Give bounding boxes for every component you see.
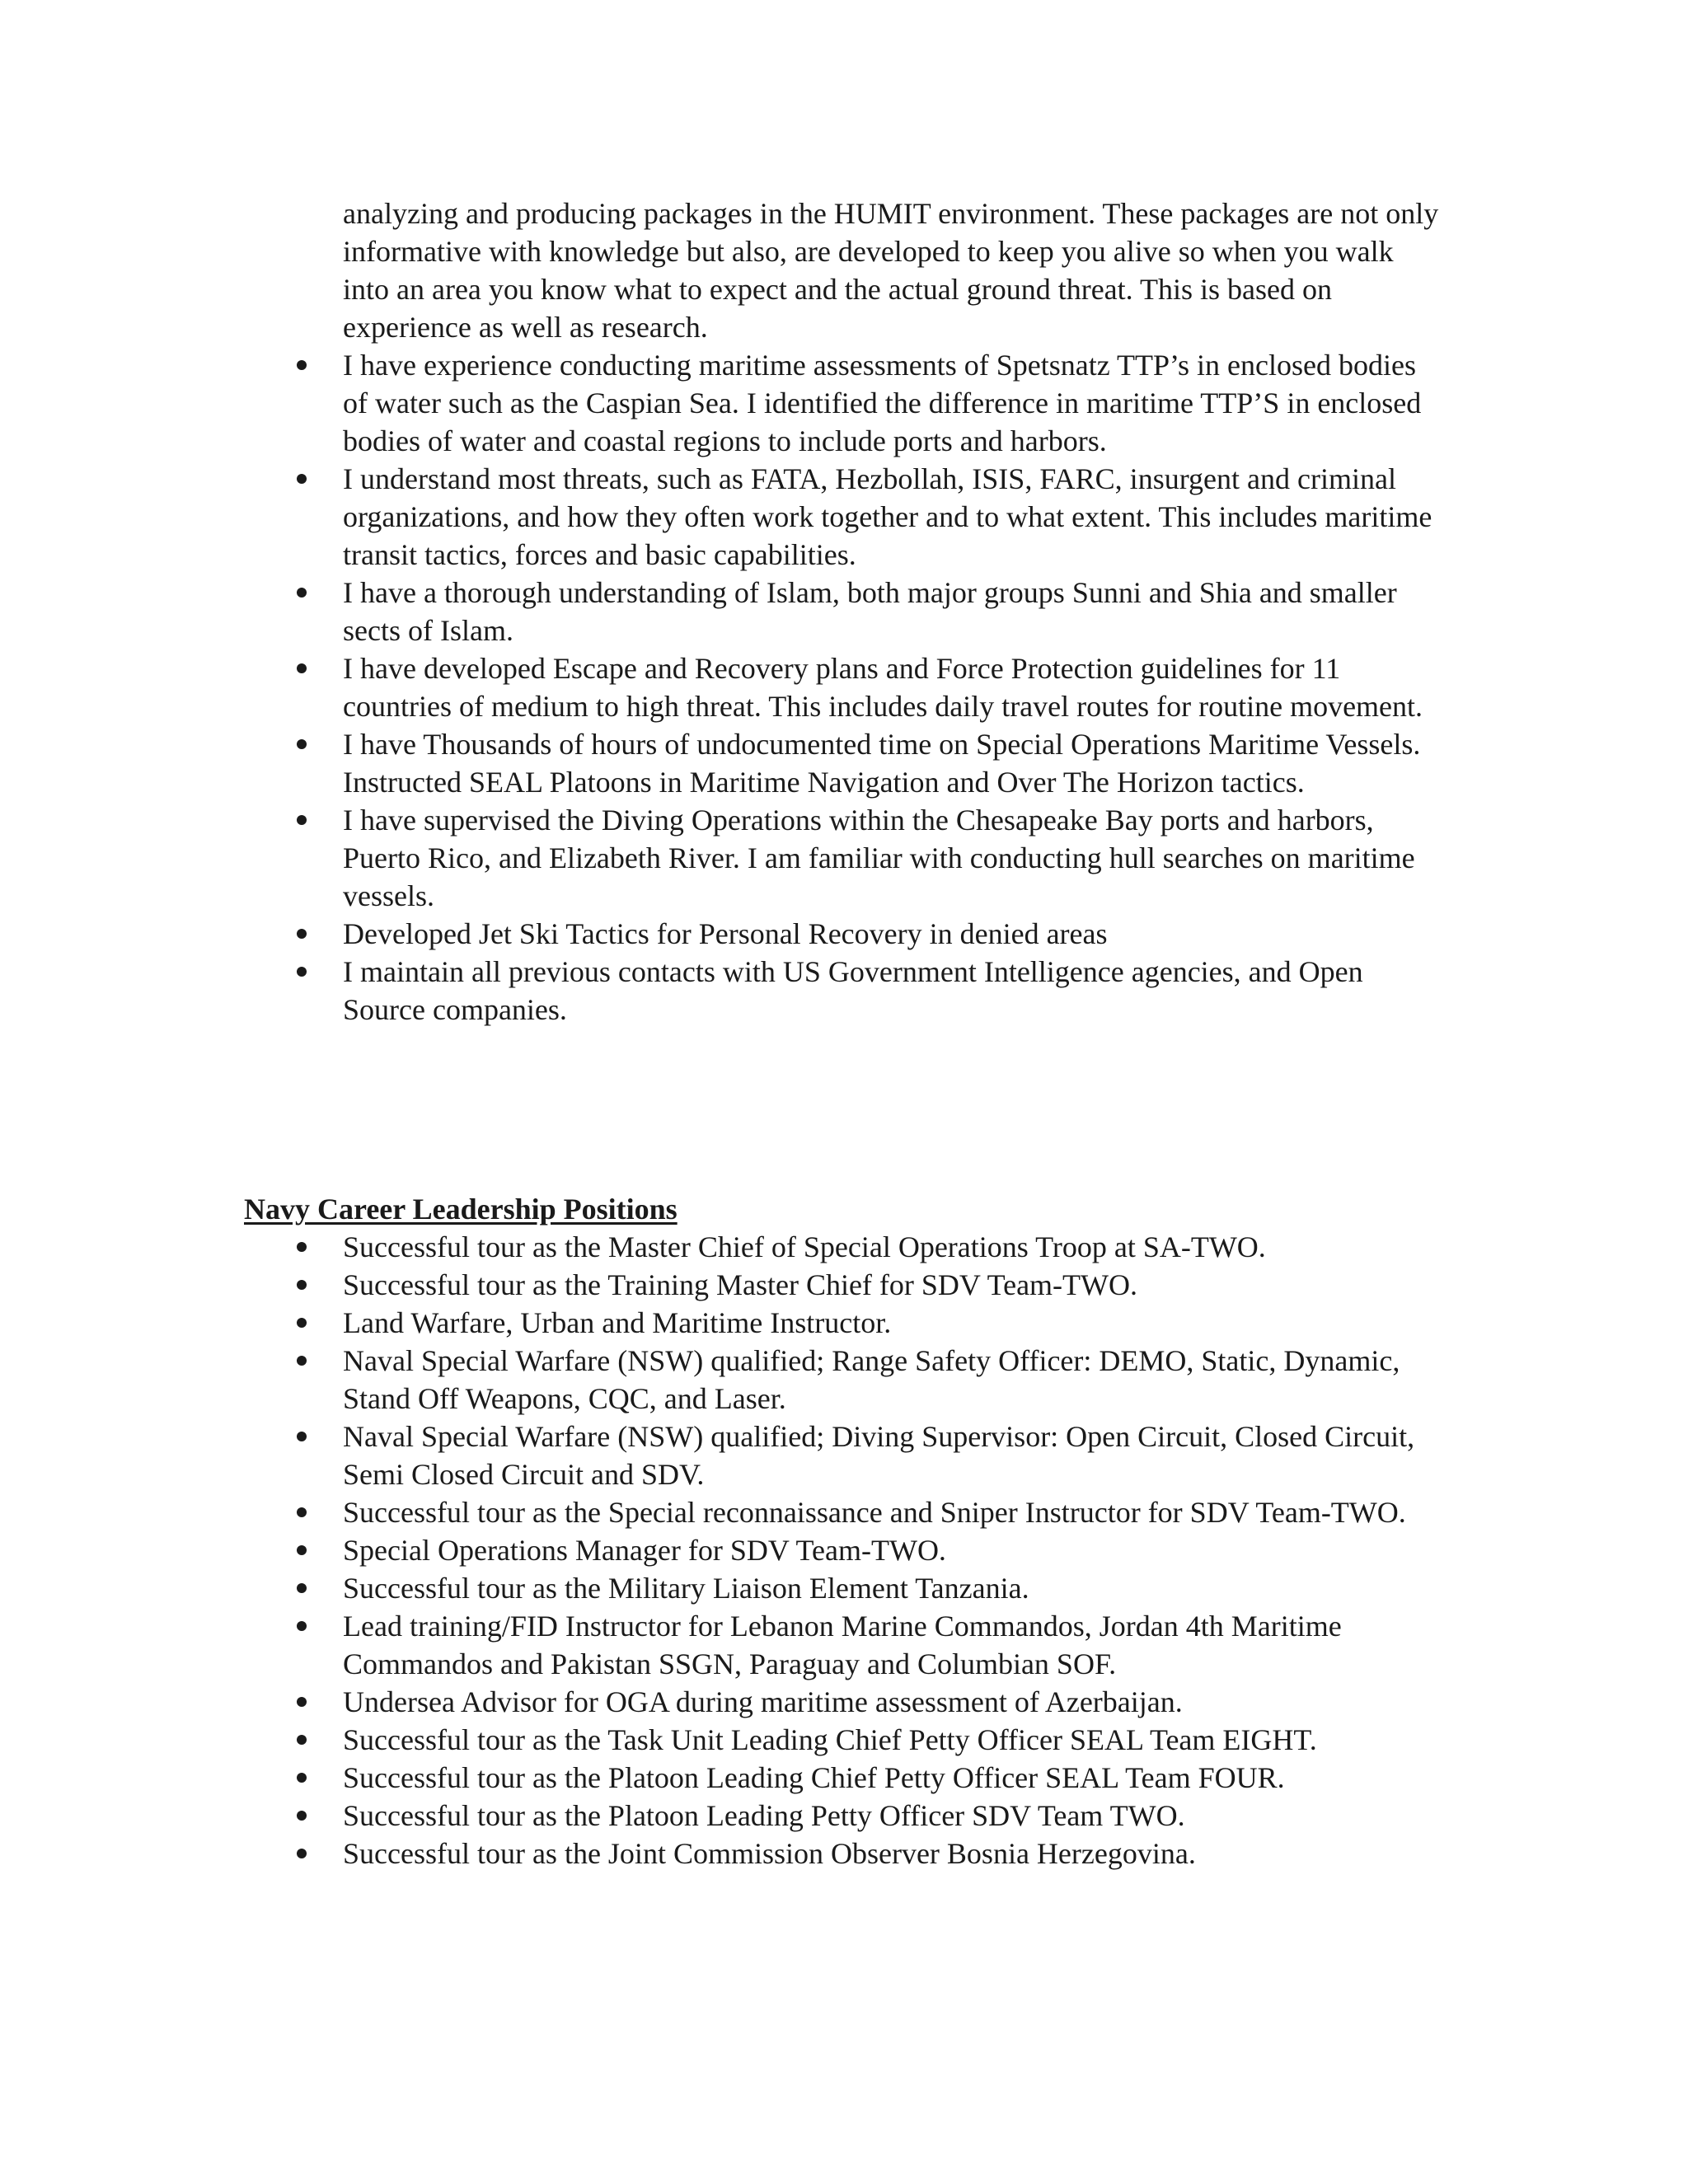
list-item: I have a thorough understanding of Islam, both major groups Sunni and Shia and smaller sects of Islam. <box>343 574 1439 649</box>
list-item: Land Warfare, Urban and Maritime Instructor. <box>343 1304 1439 1342</box>
bullet-icon <box>297 725 308 737</box>
list-item: I have developed Escape and Recovery plans and Force Protection guidelines for 11 countries of medium to high threat. This includes daily travel routes for routine movement. <box>343 649 1439 725</box>
bullet-icon <box>297 801 308 813</box>
list-item: I have experience conducting maritime assessments of Spetsnatz TTP’s in enclosed bodies of water such as the Caspian Sea. I identified the difference in maritime TTP’S in enclosed bodies of water and coastal regions to include ports and harbors. <box>343 346 1439 460</box>
leadership-list <box>343 1228 1439 1872</box>
list-item: Successful tour as the Training Master Chief for SDV Team-TWO. <box>343 1266 1439 1304</box>
bullet-icon <box>297 915 308 926</box>
bullet-icon <box>297 1569 308 1581</box>
bullet-icon <box>297 1493 308 1505</box>
bullet-icon <box>297 574 308 585</box>
list-item: Undersea Advisor for OGA during maritime assessment of Azerbaijan. <box>343 1683 1439 1721</box>
list-item: Developed Jet Ski Tactics for Personal Recovery in denied areas <box>343 915 1439 953</box>
section-heading: Navy Career Leadership Positions <box>244 1193 678 1226</box>
list-item: I have Thousands of hours of undocumented time on Special Operations Maritime Vessels. Instructed SEAL Platoons in Maritime Navigation and Over The Horizon tactics. <box>343 725 1439 801</box>
list-item: Successful tour as the Platoon Leading Chief Petty Officer SEAL Team FOUR. <box>343 1759 1439 1797</box>
bullet-icon <box>297 1797 308 1808</box>
list-item: I understand most threats, such as FATA, Hezbollah, ISIS, FARC, insurgent and criminal organizations, and how they often work together and to what extent. This includes maritime transit tactics, forces and basic capabilities. <box>343 460 1439 574</box>
bullet-icon <box>297 1418 308 1429</box>
bullet-icon <box>297 1342 308 1353</box>
bullet-icon <box>297 1759 308 1770</box>
bullet-icon <box>297 1304 308 1315</box>
bullet-icon <box>297 1531 308 1543</box>
bullet-icon <box>297 1835 308 1846</box>
bullet-icon <box>297 649 308 661</box>
list-item: Successful tour as the Special reconnaissance and Sniper Instructor for SDV Team-TWO. <box>343 1493 1439 1531</box>
bullet-icon <box>297 1683 308 1694</box>
list-item: Successful tour as the Joint Commission Observer Bosnia Herzegovina. <box>343 1835 1439 1872</box>
list-item: Naval Special Warfare (NSW) qualified; Diving Supervisor: Open Circuit, Closed Circuit, Semi Closed Circuit and SDV. <box>343 1418 1439 1493</box>
list-item: Successful tour as the Master Chief of Special Operations Troop at SA-TWO. <box>343 1228 1439 1266</box>
bullet-icon <box>297 1228 308 1240</box>
list-item: I have supervised the Diving Operations within the Chesapeake Bay ports and harbors, Puerto Rico, and Elizabeth River. I am familiar with conducting hull searches on maritime vessels. <box>343 801 1439 915</box>
bullet-icon <box>297 460 308 471</box>
list-item: Lead training/FID Instructor for Lebanon Marine Commandos, Jordan 4th Maritime Commandos and Pakistan SSGN, Paraguay and Columbian SOF. <box>343 1607 1439 1683</box>
continuation-paragraph: analyzing and producing packages in the HUMIT environment. These packages are not only informative with knowledge but also, are developed to keep you alive so when you walk into an area you know what to expect and the actual ground threat. This is based on experience as well as research. <box>343 197 1439 344</box>
bullet-icon <box>297 1266 308 1277</box>
list-item: Successful tour as the Military Liaison Element Tanzania. <box>343 1569 1439 1607</box>
list-item: Successful tour as the Platoon Leading Petty Officer SDV Team TWO. <box>343 1797 1439 1835</box>
bullet-icon <box>297 1721 308 1732</box>
list-item: Special Operations Manager for SDV Team-TWO. <box>343 1531 1439 1569</box>
list-item: Naval Special Warfare (NSW) qualified; Range Safety Officer: DEMO, Static, Dynamic, Stand Off Weapons, CQC, and Laser. <box>343 1342 1439 1418</box>
bullet-icon <box>297 1607 308 1619</box>
list-item: I maintain all previous contacts with US Government Intelligence agencies, and Open Source companies. <box>343 953 1439 1029</box>
bullet-icon <box>297 953 308 964</box>
bullet-icon <box>297 346 308 358</box>
experience-list <box>343 346 1439 1029</box>
list-item: Successful tour as the Task Unit Leading Chief Petty Officer SEAL Team EIGHT. <box>343 1721 1439 1759</box>
